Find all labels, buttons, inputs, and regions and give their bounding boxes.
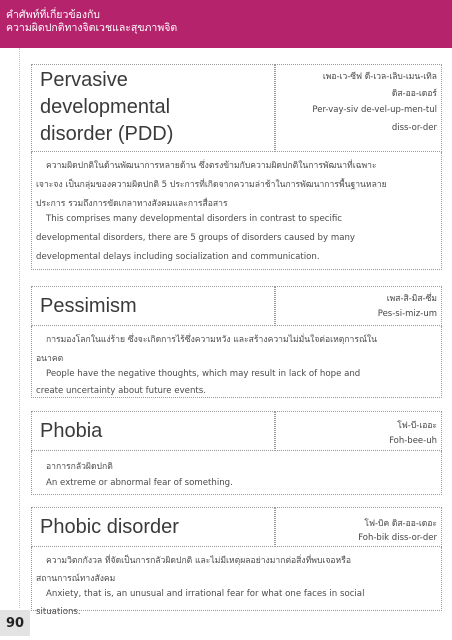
definition-box bbox=[31, 326, 442, 398]
definition-line: People have the negative thoughts, which may result in lack of hope and bbox=[46, 369, 361, 379]
glossary-entry-pessimism bbox=[31, 286, 442, 398]
pronunciation-thai-1: เพอ-เว-ซีฟ ดี-เวล-เลิบ-เมน-เทิล bbox=[322, 72, 437, 82]
pronunciation-box bbox=[275, 411, 442, 451]
definition-line: การมองโลกในแง่ร้าย ซึ่งจะเกิดการไร้ซึ่งความหวัง และสร้างความไม่มั่นใจต่อเหตุการณ์ใน bbox=[46, 335, 378, 345]
page-header bbox=[0, 0, 452, 48]
pronunciation-box bbox=[275, 507, 442, 547]
pronunciation-box bbox=[275, 286, 442, 326]
pronunciation-thai-2: ดิส-ออ-เดอร์ bbox=[391, 89, 437, 99]
definition-line: ความผิดปกติในด้านพัฒนาการหลายด้าน ซึ่งตรงข้ามกับความผิดปกติในการพัฒนาที่เฉพาะ bbox=[46, 161, 377, 171]
definition-box bbox=[31, 152, 442, 270]
definition-line: อาการกลัวผิดปกติ bbox=[46, 462, 113, 472]
definition-line: create uncertainty about future events. bbox=[36, 386, 206, 396]
pronunciation-thai-1: โฟ-บิค ดิส-ออ-เดอะ bbox=[364, 519, 437, 529]
definition-line: ความวิตกกังวล ที่จัดเป็นการกลัวผิดปกติ และไม่มีเหตุผลอย่างมากต่อสิ่งที่พบเจอหรือ bbox=[46, 556, 351, 566]
header-title-line-1: คำศัพท์ที่เกี่ยวข้องกับ bbox=[6, 9, 100, 21]
definition-line: สถานการณ์ทางสังคม bbox=[36, 574, 116, 584]
pronunciation-roman-1: Foh-bik diss-or-der bbox=[358, 533, 437, 543]
pronunciation-roman-1: Foh-bee-uh bbox=[389, 436, 437, 446]
definition-line: developmental disorders, there are 5 groups of disorders caused by many bbox=[36, 233, 356, 243]
term-line-2: developmental bbox=[40, 96, 171, 118]
glossary-entry-phobia bbox=[31, 411, 442, 495]
glossary-entry-phobic-disorder bbox=[31, 507, 442, 617]
definition-box bbox=[31, 547, 442, 617]
pronunciation-thai-1: โฟ-บี-เออะ bbox=[397, 421, 437, 431]
pronunciation-roman-1: Per-vay-siv de-vel-up-men-tul bbox=[312, 105, 437, 115]
pronunciation-roman-2: diss-or-der bbox=[391, 123, 437, 133]
side-divider bbox=[19, 48, 21, 608]
definition-line: situations. bbox=[36, 607, 81, 617]
definition-line: Anxiety, that is, an unusual and irrational fear for what one faces in social bbox=[46, 589, 365, 599]
term-line-1: Pervasive bbox=[40, 69, 128, 91]
definition-line: An extreme or abnormal fear of something. bbox=[46, 478, 233, 488]
definition-line: This comprises many developmental disorders in contrast to specific bbox=[46, 214, 342, 224]
term-box bbox=[31, 507, 275, 547]
pronunciation-box bbox=[275, 64, 442, 152]
term-box bbox=[31, 64, 275, 152]
definition-box bbox=[31, 451, 442, 495]
term-box bbox=[31, 286, 275, 326]
term-line-3: disorder (PDD) bbox=[40, 123, 174, 145]
definition-line: developmental delays including socialization and communication. bbox=[36, 252, 320, 262]
pronunciation-thai-1: เพส-สิ-มิส-ซึ่ม bbox=[386, 294, 437, 304]
pronunciation-roman-1: Pes-si-miz-um bbox=[377, 309, 437, 319]
definition-line: เจาะจง เป็นกลุ่มของความผิดปกติ 5 ประการที่เกิดจากความล่าช้าในการพัฒนาการพื้นฐานหลาย bbox=[36, 180, 387, 190]
definition-line: อนาคต bbox=[36, 354, 64, 364]
term-line-1: Pessimism bbox=[40, 295, 137, 317]
page-number: 90 bbox=[0, 610, 30, 636]
term-box bbox=[31, 411, 275, 451]
header-title-line-2: ความผิดปกติทางจิตเวชและสุขภาพจิต bbox=[6, 22, 178, 34]
glossary-entry-pdd bbox=[31, 64, 442, 270]
term-line-1: Phobia bbox=[40, 420, 103, 442]
term-line-1: Phobic disorder bbox=[40, 516, 179, 538]
definition-line: ประการ รวมถึงการขัดเกลาทางสังคมและการสื่อสาร bbox=[36, 199, 228, 209]
